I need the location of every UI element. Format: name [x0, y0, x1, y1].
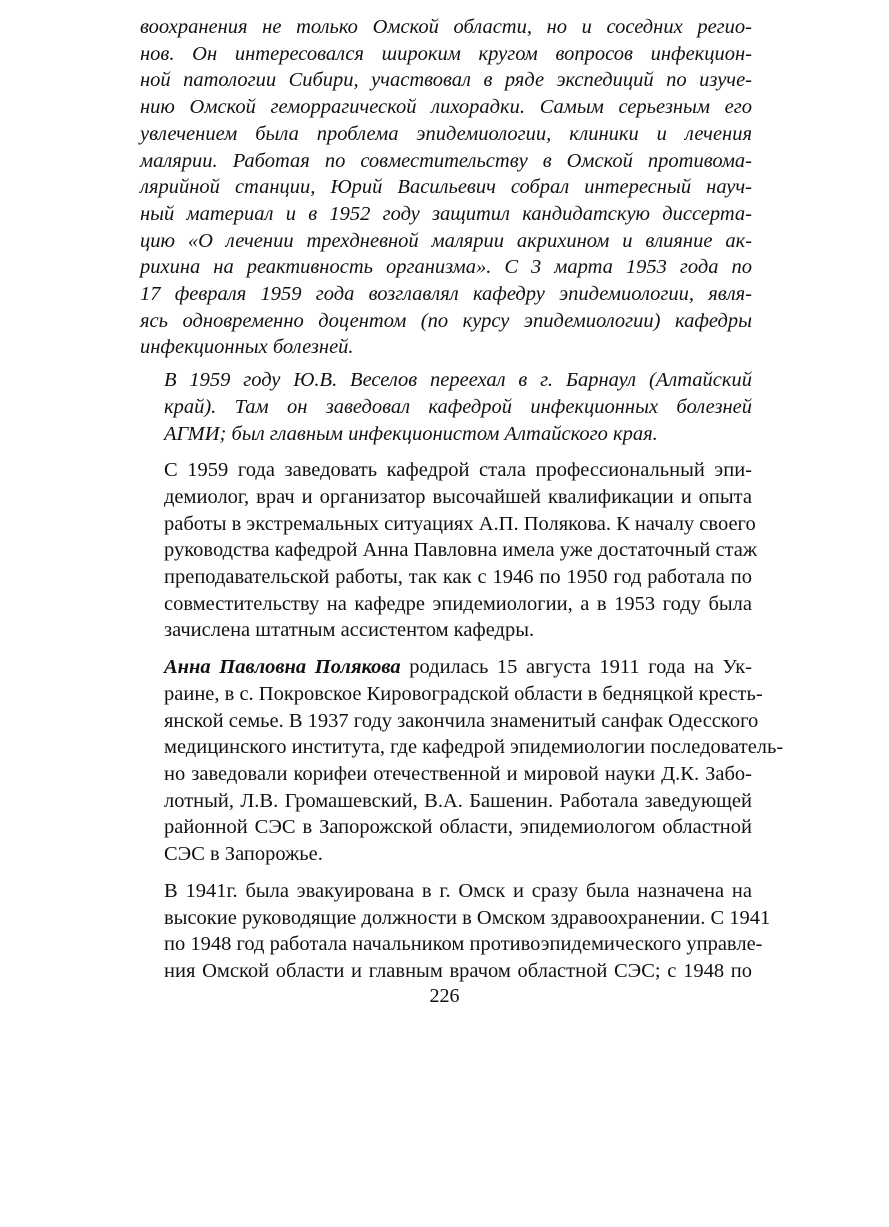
text-line: цию «О лечении трехдневной малярии акрихином и влияние ак- — [140, 229, 752, 252]
paragraph-2 — [140, 367, 752, 447]
text-line: инфекционных болезней. — [140, 336, 354, 359]
text-line: медицинского института, где кафедрой эпидемиологии последователь- — [164, 736, 784, 759]
text-line: ясь одновременно доцентом (по курсу эпидемиологии) кафедры — [140, 309, 752, 332]
text-line: 17 февраля 1959 года возглавлял кафедру эпидемиологии, явля- — [140, 283, 752, 306]
text-line: по 1948 год работала начальником противоэпидемического управле- — [164, 933, 763, 956]
paragraph-4 — [140, 654, 784, 868]
text-line: преподавательской работы, так как с 1946 по 1950 год работала по — [164, 566, 752, 589]
text-line: районной СЭС в Запорожской области, эпидемиологом областной — [164, 816, 752, 839]
text-line: малярии. Работая по совместительству в Омской противома- — [140, 149, 752, 172]
text-line: но заведовали корифеи отечественной и мировой науки Д.К. Забо- — [164, 762, 752, 785]
text-line: зачислена штатным ассистентом кафедры. — [164, 619, 535, 642]
text-line: демиолог, врач и организатор высочайшей квалификации и опыта — [164, 485, 752, 508]
text-line: руководства кафедрой Анна Павловна имела уже достаточный стаж — [164, 539, 758, 562]
person-name: Анна Павловна Полякова — [164, 656, 401, 679]
text-line: совместительству на кафедре эпидемиологии, а в 1953 году была — [164, 592, 752, 615]
text-line: лярийной станции, Юрий Васильевич собрал интересный науч- — [140, 176, 752, 199]
paragraph-1 — [140, 14, 752, 361]
text-line: лотный, Л.В. Громашевский, В.А. Башенин. Работала заведующей — [164, 789, 752, 812]
text-line: увлечением была проблема эпидемиологии, клиники и лечения — [140, 122, 752, 145]
text-line: В 1941г. была эвакуирована в г. Омск и сразу была назначена на — [164, 879, 752, 902]
page-number: 226 — [429, 985, 460, 1007]
text-line: нов. Он интересовался широким кругом вопросов инфекцион- — [140, 42, 752, 65]
text-line-first — [140, 654, 752, 681]
paragraph-3 — [140, 457, 758, 644]
text-line: АГМИ; был главным инфекционистом Алтайского края. — [164, 422, 658, 445]
text-line: нию Омской геморрагической лихорадки. Самым серьезным его — [140, 96, 752, 119]
text-line: воохранения не только Омской области, но и соседних регио- — [140, 16, 752, 38]
text-line: ный материал и в 1952 году защитил кандидатскую диссерта- — [140, 202, 752, 225]
text-line: рихина на реактивность организма». С 3 марта 1953 года по — [140, 256, 752, 279]
text-line: В 1959 году Ю.В. Веселов переехал в г. Барнаул (Алтайский — [164, 369, 752, 392]
text-line: С 1959 года заведовать кафедрой стала профессиональный эпи- — [164, 459, 752, 482]
paragraph-5 — [140, 878, 771, 985]
text-line: ной патологии Сибири, участвовал в ряде экспедиций по изуче- — [140, 69, 752, 92]
text-line: ния Омской области и главным врачом областной СЭС; с 1948 по — [164, 959, 752, 982]
text-fragment: родилась 15 августа 1911 года на Ук- — [400, 656, 753, 679]
text-line: СЭС в Запорожье. — [164, 843, 323, 866]
text-line: работы в экстремальных ситуациях А.П. Полякова. К началу своего — [164, 512, 756, 535]
text-line: высокие руководящие должности в Омском здравоохранении. С 1941 — [164, 906, 771, 929]
text-line: край). Там он заведовал кафедрой инфекционных болезней — [164, 395, 752, 418]
text-line: янской семье. В 1937 году закончила знаменитый санфак Одесского — [164, 709, 759, 732]
text-column — [140, 14, 784, 985]
text-line: раине, в с. Покровское Кировоградской области в бедняцкой кресть- — [164, 682, 763, 705]
